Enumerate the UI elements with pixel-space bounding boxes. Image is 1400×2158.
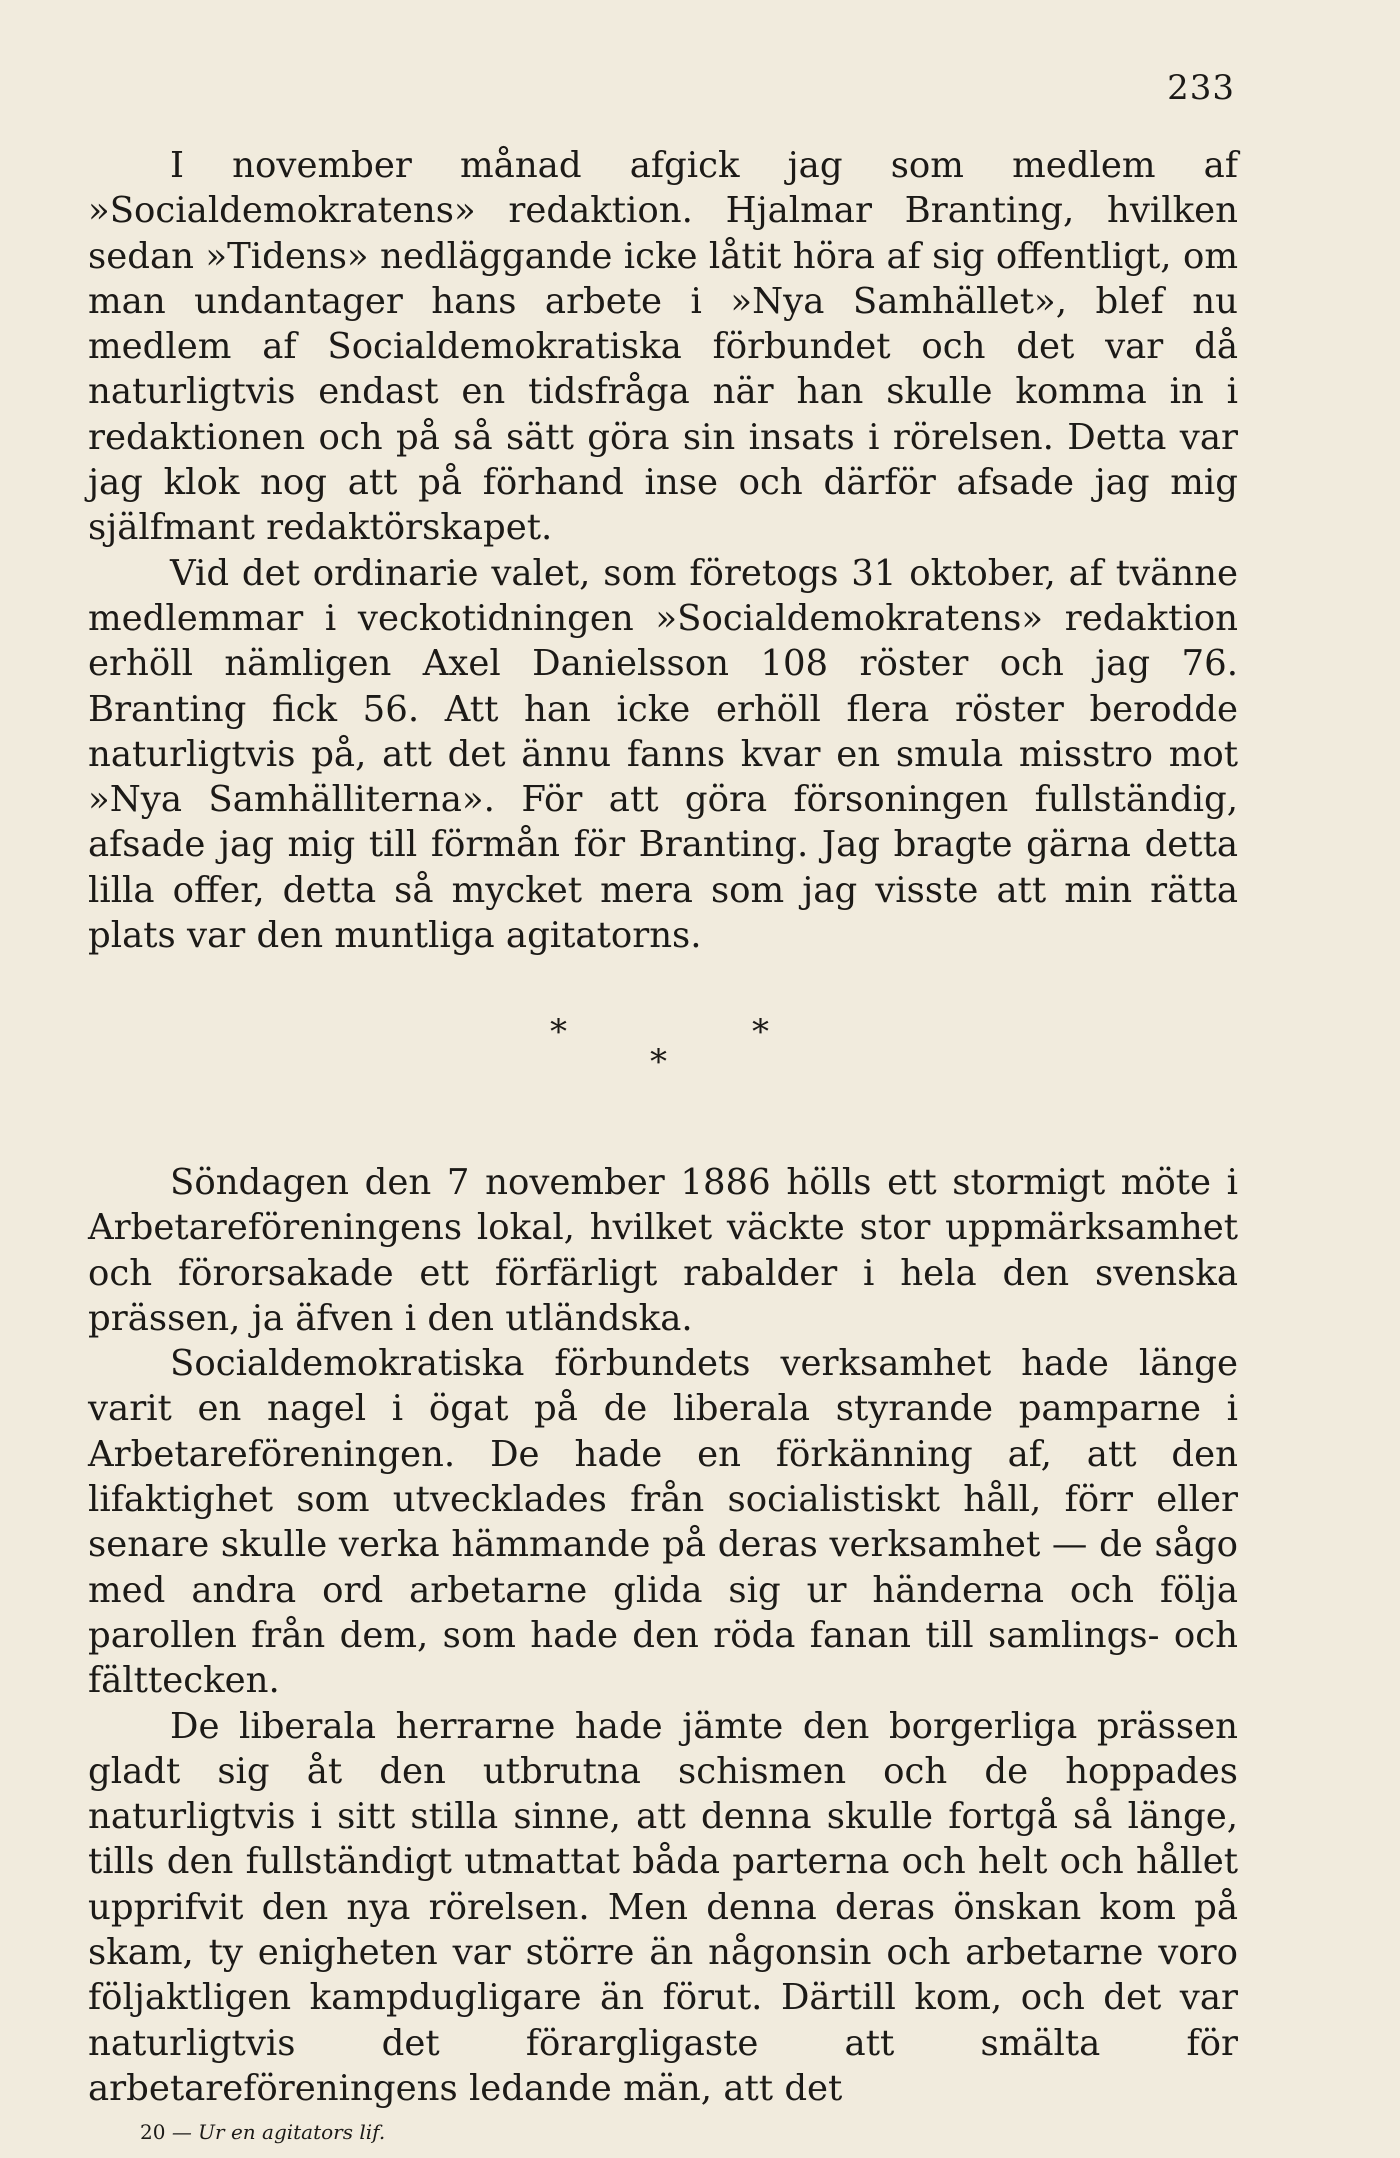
paragraph: I november månad afgick jag som medlem af »Socialdemokratens» redaktion. Hjalmar Branting, hvilken sedan »Tidens» nedläggande icke låtit höra af sig offentligt, om man undantager hans arbete i »Nya Samhället», blef nu medlem af Socialdemokratiska förbundet och det var då naturligtvis endast en tidsfråga när han skulle komma in i redaktionen och på så sätt göra sin insats i rörelsen. Detta var jag klok nog att på förhand inse och därför afsade jag mig själfmant redaktörskapet. [88,145,1238,549]
paragraph: Vid det ordinarie valet, som företogs 31 oktober, af tvänne medlemmar i veckotidningen »Socialdemokratens» redaktion erhöll nämligen Axel Danielsson 108 röster och jag 76. Branting fick 56. Att han icke erhöll flera röster berodde naturligtvis på, att det ännu fanns kvar en smula misstro mot »Nya Samhälliterna». För att göra försoningen fullständig, afsade jag mig till förmån för Branting. Jag bragte gärna detta lilla offer, detta så mycket mera som jag visste att min rätta plats var den muntliga agitatorns. [88,552,1238,957]
text-section-2 [88,1160,1238,2111]
paragraph: De liberala herrarne hade jämte den borgerliga prässen gladt sig åt den utbrutna schismen och de hoppades naturligtvis i sitt stilla sinne, att denna skulle fortgå så länge, tills den fullständigt utmattat båda parterna och helt och hållet upprifvit den nya rörelsen. Men denna deras önskan kom på skam, ty enigheten var större än någonsin och arbetarne voro följaktligen kampdugligare än förut. Därtill kom, och det var naturligtvis det förargligaste att smälta för arbetareföreningens ledande män, att det [88,1705,1238,2109]
asterisk: * [550,1012,567,1052]
book-title: Ur en agitators lif. [198,2120,386,2144]
asterisk: * [650,1042,667,1082]
footer-dash: — [171,2120,192,2144]
signature-number: 20 [140,2120,166,2144]
page-number: 233 [1167,68,1235,108]
asterisk: * [752,1012,769,1052]
signature-footer [140,2120,385,2144]
section-separator [0,1012,1400,1082]
paragraph: Söndagen den 7 november 1886 hölls ett stormigt möte i Arbetareföreningens lokal, hvilket väckte stor uppmärksamhet och förorsakade ett förfärligt rabalder i hela den svenska prässen, ja äfven i den utländska. [88,1162,1238,1339]
text-section-1 [88,143,1238,958]
paragraph: Socialdemokratiska förbundets verksamhet hade länge varit en nagel i ögat på de liberala styrande pamparne i Arbetareföreningen. De hade en förkänning af, att den lifaktighet som utvecklades från socialistiskt håll, förr eller senare skulle verka hämmande på deras verksamhet — de sågo med andra ord arbetarne glida sig ur händerna och följa parollen från dem, som hade den röda fanan till samlings- och fälttecken. [88,1343,1238,1702]
